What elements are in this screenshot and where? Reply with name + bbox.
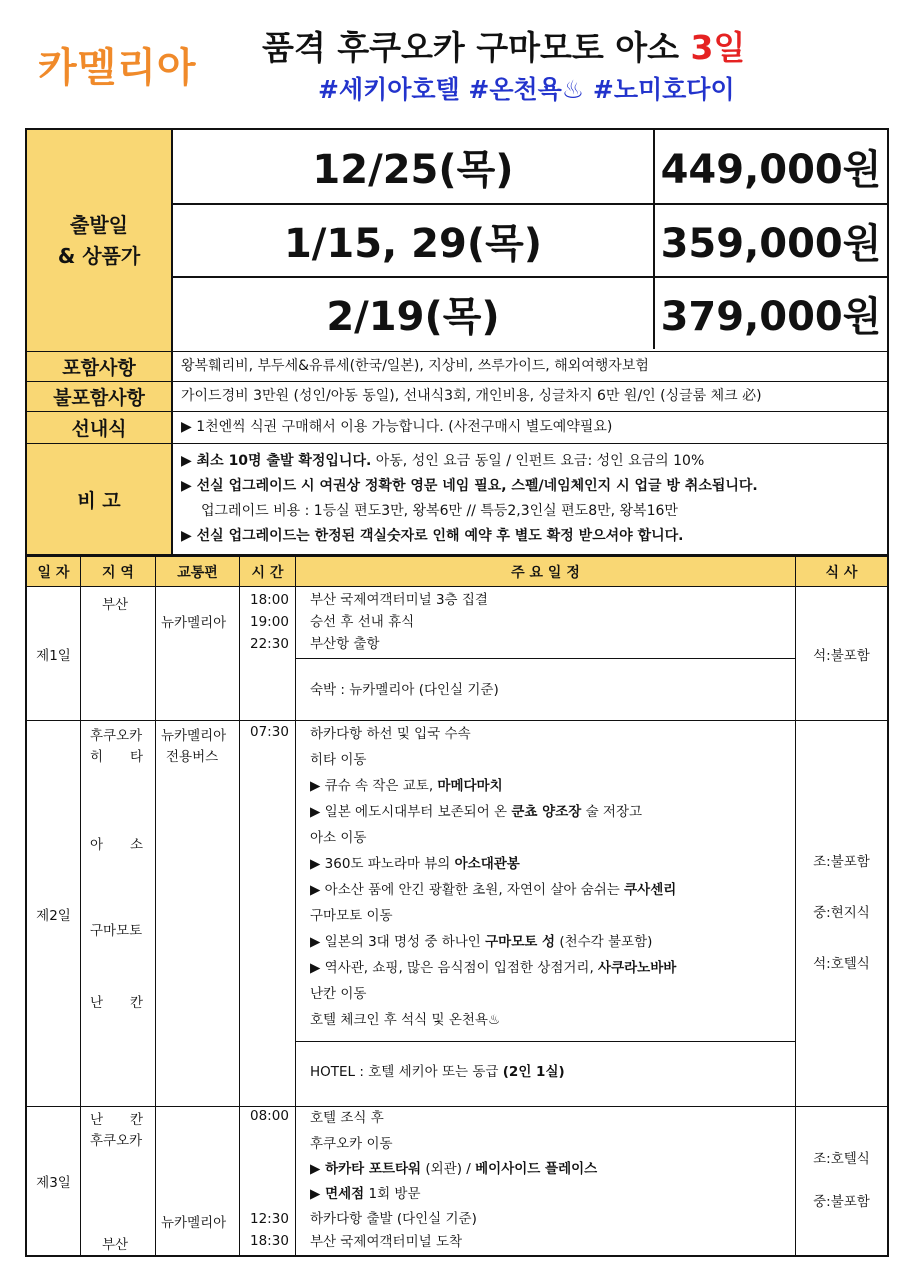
schedule-line: 호텔 조식 후 [310, 1110, 384, 1126]
departure-label-line2: & 상품가 [57, 243, 141, 268]
brand-logo: 카멜리아 [38, 45, 197, 91]
hotel-line: HOTEL : 호텔 세키아 또는 동급 (2인 1실) [310, 1064, 565, 1080]
schedule-line: 아소 이동 [310, 830, 367, 846]
region: 후쿠오카 [90, 1133, 143, 1149]
itinerary-day-2 [27, 720, 887, 1106]
title-main: 품격 후쿠오카 구마모토 아소 [262, 28, 691, 67]
header-region: 지 역 [81, 557, 156, 586]
day-transport [156, 721, 240, 1106]
departure-price: 449,000원 [660, 147, 882, 193]
schedule-line: 후쿠오카 이동 [310, 1136, 393, 1152]
schedule-line: 부산 국제여객터미널 3층 집결 [310, 592, 488, 608]
region: 난 칸 [90, 1112, 144, 1128]
departure-label-line1: 출발일 [70, 212, 128, 237]
schedule-line: 승선 후 선내 휴식 [310, 614, 415, 630]
schedule-line: 난칸 이동 [310, 986, 367, 1002]
header-day: 일 자 [27, 557, 81, 586]
day-label: 제1일 [27, 587, 81, 720]
ship-meal-text: ▶ 1천엔씩 식권 구매해서 이용 가능합니다. (사전구매시 별도예약필요) [181, 419, 613, 435]
meal: 석:호텔식 [813, 956, 870, 972]
day-meal [796, 721, 887, 1106]
itinerary-table [25, 556, 889, 1257]
header-meal: 식 사 [825, 564, 858, 581]
title-days: 3일 [690, 28, 746, 67]
page-title [262, 22, 745, 69]
day-region [81, 587, 156, 720]
day-meal [796, 1107, 887, 1255]
day-times [240, 1107, 296, 1255]
departure-label [27, 130, 173, 351]
region-busan: 부산 [102, 597, 129, 613]
schedule-line: ▶ 360도 파노라마 뷰의 아소대관봉 [310, 856, 520, 872]
time: 07:30 [250, 724, 289, 740]
schedule-line: ▶ 아소산 품에 안긴 광활한 초원, 자연이 살아 숨쉬는 쿠사센리 [310, 882, 677, 898]
day-times [240, 587, 296, 720]
meal: 중:불포함 [813, 1194, 870, 1210]
transport-ferry: 뉴카멜리아 [161, 728, 227, 744]
ship-meal-label: 선내식 [27, 412, 173, 443]
time: 08:00 [250, 1108, 289, 1124]
time: 22:30 [250, 636, 289, 652]
day-label: 제3일 [27, 1107, 81, 1255]
header-transport: 교통편 [156, 557, 240, 586]
schedule-line: 부산항 출항 [310, 636, 380, 652]
day-transport [156, 1107, 240, 1255]
transport-bus: 전용버스 [166, 749, 219, 765]
schedule-line: 하카다항 출발 (다인실 기준) [310, 1211, 477, 1227]
region: 히 타 [90, 749, 144, 765]
product-info-table [25, 128, 889, 556]
day-region [81, 1107, 156, 1255]
excluded-label: 불포함사항 [27, 382, 173, 411]
day-label: 제2일 [27, 721, 81, 1106]
transport-ferry: 뉴카멜리아 [161, 615, 227, 631]
remark-1-rest: 아동, 성인 요금 동일 / 인펀트 요금: 성인 요금의 10% [371, 453, 705, 469]
included-label: 포함사항 [27, 352, 173, 381]
region: 후쿠오카 [90, 728, 143, 744]
itinerary-header [27, 557, 887, 587]
departure-price: 359,000원 [660, 221, 882, 267]
day-meal [796, 587, 887, 720]
itinerary-day-1 [27, 587, 887, 720]
excluded-text: 가이드경비 3만원 (성인/아동 동일), 선내식3회, 개인비용, 싱글차지 6만 원/인 (싱글룸 체크 必) [181, 388, 762, 404]
day-transport [156, 587, 240, 720]
time: 19:00 [250, 614, 289, 630]
region: 아 소 [90, 837, 144, 853]
header-schedule: 주 요 일 정 [296, 557, 796, 586]
day-times [240, 721, 296, 1106]
header [0, 0, 905, 120]
transport-ferry: 뉴카멜리아 [161, 1215, 227, 1231]
schedule-line: ▶ 큐슈 속 작은 교토, 마메다마치 [310, 778, 503, 794]
departure-date: 2/19(목) [173, 278, 655, 349]
day-schedule [296, 721, 796, 1106]
day-schedule [296, 1107, 796, 1255]
day-schedule [296, 587, 796, 720]
departure-row [173, 276, 887, 349]
departure-row [173, 130, 887, 203]
meal: 석:불포함 [813, 647, 870, 664]
time: 12:30 [250, 1211, 289, 1227]
remarks-text [173, 444, 887, 554]
schedule-line: ▶ 역사관, 쇼핑, 많은 음식점이 입점한 상점거리, 사쿠라노바바 [310, 960, 677, 976]
departure-date: 1/15, 29(목) [173, 205, 655, 276]
remark-2: ▶ 선실 업그레이드 시 여권상 정확한 영문 네임 필요, 스펠/네임체인지 시 업글 방 취소됩니다. [181, 478, 758, 494]
included-text: 왕복훼리비, 부두세&유류세(한국/일본), 지상비, 쓰루가이드, 해외여행자보험 [181, 358, 649, 374]
remark-3: 업그레이드 비용 : 1등실 편도3만, 왕복6만 // 특등2,3인실 편도8만, 왕복16만 [201, 503, 678, 519]
meal: 조:호텔식 [813, 1151, 870, 1167]
departure-dates [173, 130, 887, 351]
departure-price: 379,000원 [660, 294, 882, 340]
schedule-line: 히타 이동 [310, 752, 367, 768]
schedule-line: ▶ 일본 에도시대부터 보존되어 온 쿤쵸 양조장 술 저장고 [310, 804, 643, 820]
schedule-line: 하카다항 하선 및 입국 수속 [310, 726, 471, 742]
schedule-line: 부산 국제여객터미널 도착 [310, 1234, 463, 1250]
hashtags: #세키아호텔 #온천욕♨ #노미호다이 [318, 75, 735, 104]
remark-1-bold: ▶ 최소 10명 출발 확정입니다. [181, 453, 372, 469]
meal: 조:불포함 [813, 854, 870, 870]
schedule-line: 구마모토 이동 [310, 908, 393, 924]
header-time: 시 간 [240, 557, 296, 586]
departure-date: 12/25(목) [173, 130, 655, 203]
time: 18:00 [250, 592, 289, 608]
departure-row [173, 203, 887, 276]
schedule-line: 호텔 체크인 후 석식 및 온천욕♨ [310, 1012, 501, 1028]
schedule-line: ▶ 하카타 포트타워 (외관) / 베이사이드 플레이스 [310, 1161, 598, 1177]
remarks-label: 비 고 [27, 444, 173, 554]
remark-4: ▶ 선실 업그레이드는 한정된 객실숫자로 인해 예약 후 별도 확정 받으셔야 합니다. [181, 528, 684, 544]
schedule-line: ▶ 면세점 1회 방문 [310, 1186, 421, 1202]
schedule-line: ▶ 일본의 3대 명성 중 하나인 구마모토 성 (천수각 불포함) [310, 934, 653, 950]
region: 부산 [102, 1237, 129, 1253]
hotel-line: 숙박 : 뉴카멜리아 (다인실 기준) [310, 682, 499, 698]
region: 구마모토 [90, 923, 143, 939]
day-region [81, 721, 156, 1106]
region: 난 칸 [90, 995, 144, 1011]
itinerary-day-3 [27, 1106, 887, 1255]
meal: 중:현지식 [813, 905, 870, 921]
time: 18:30 [250, 1233, 289, 1249]
